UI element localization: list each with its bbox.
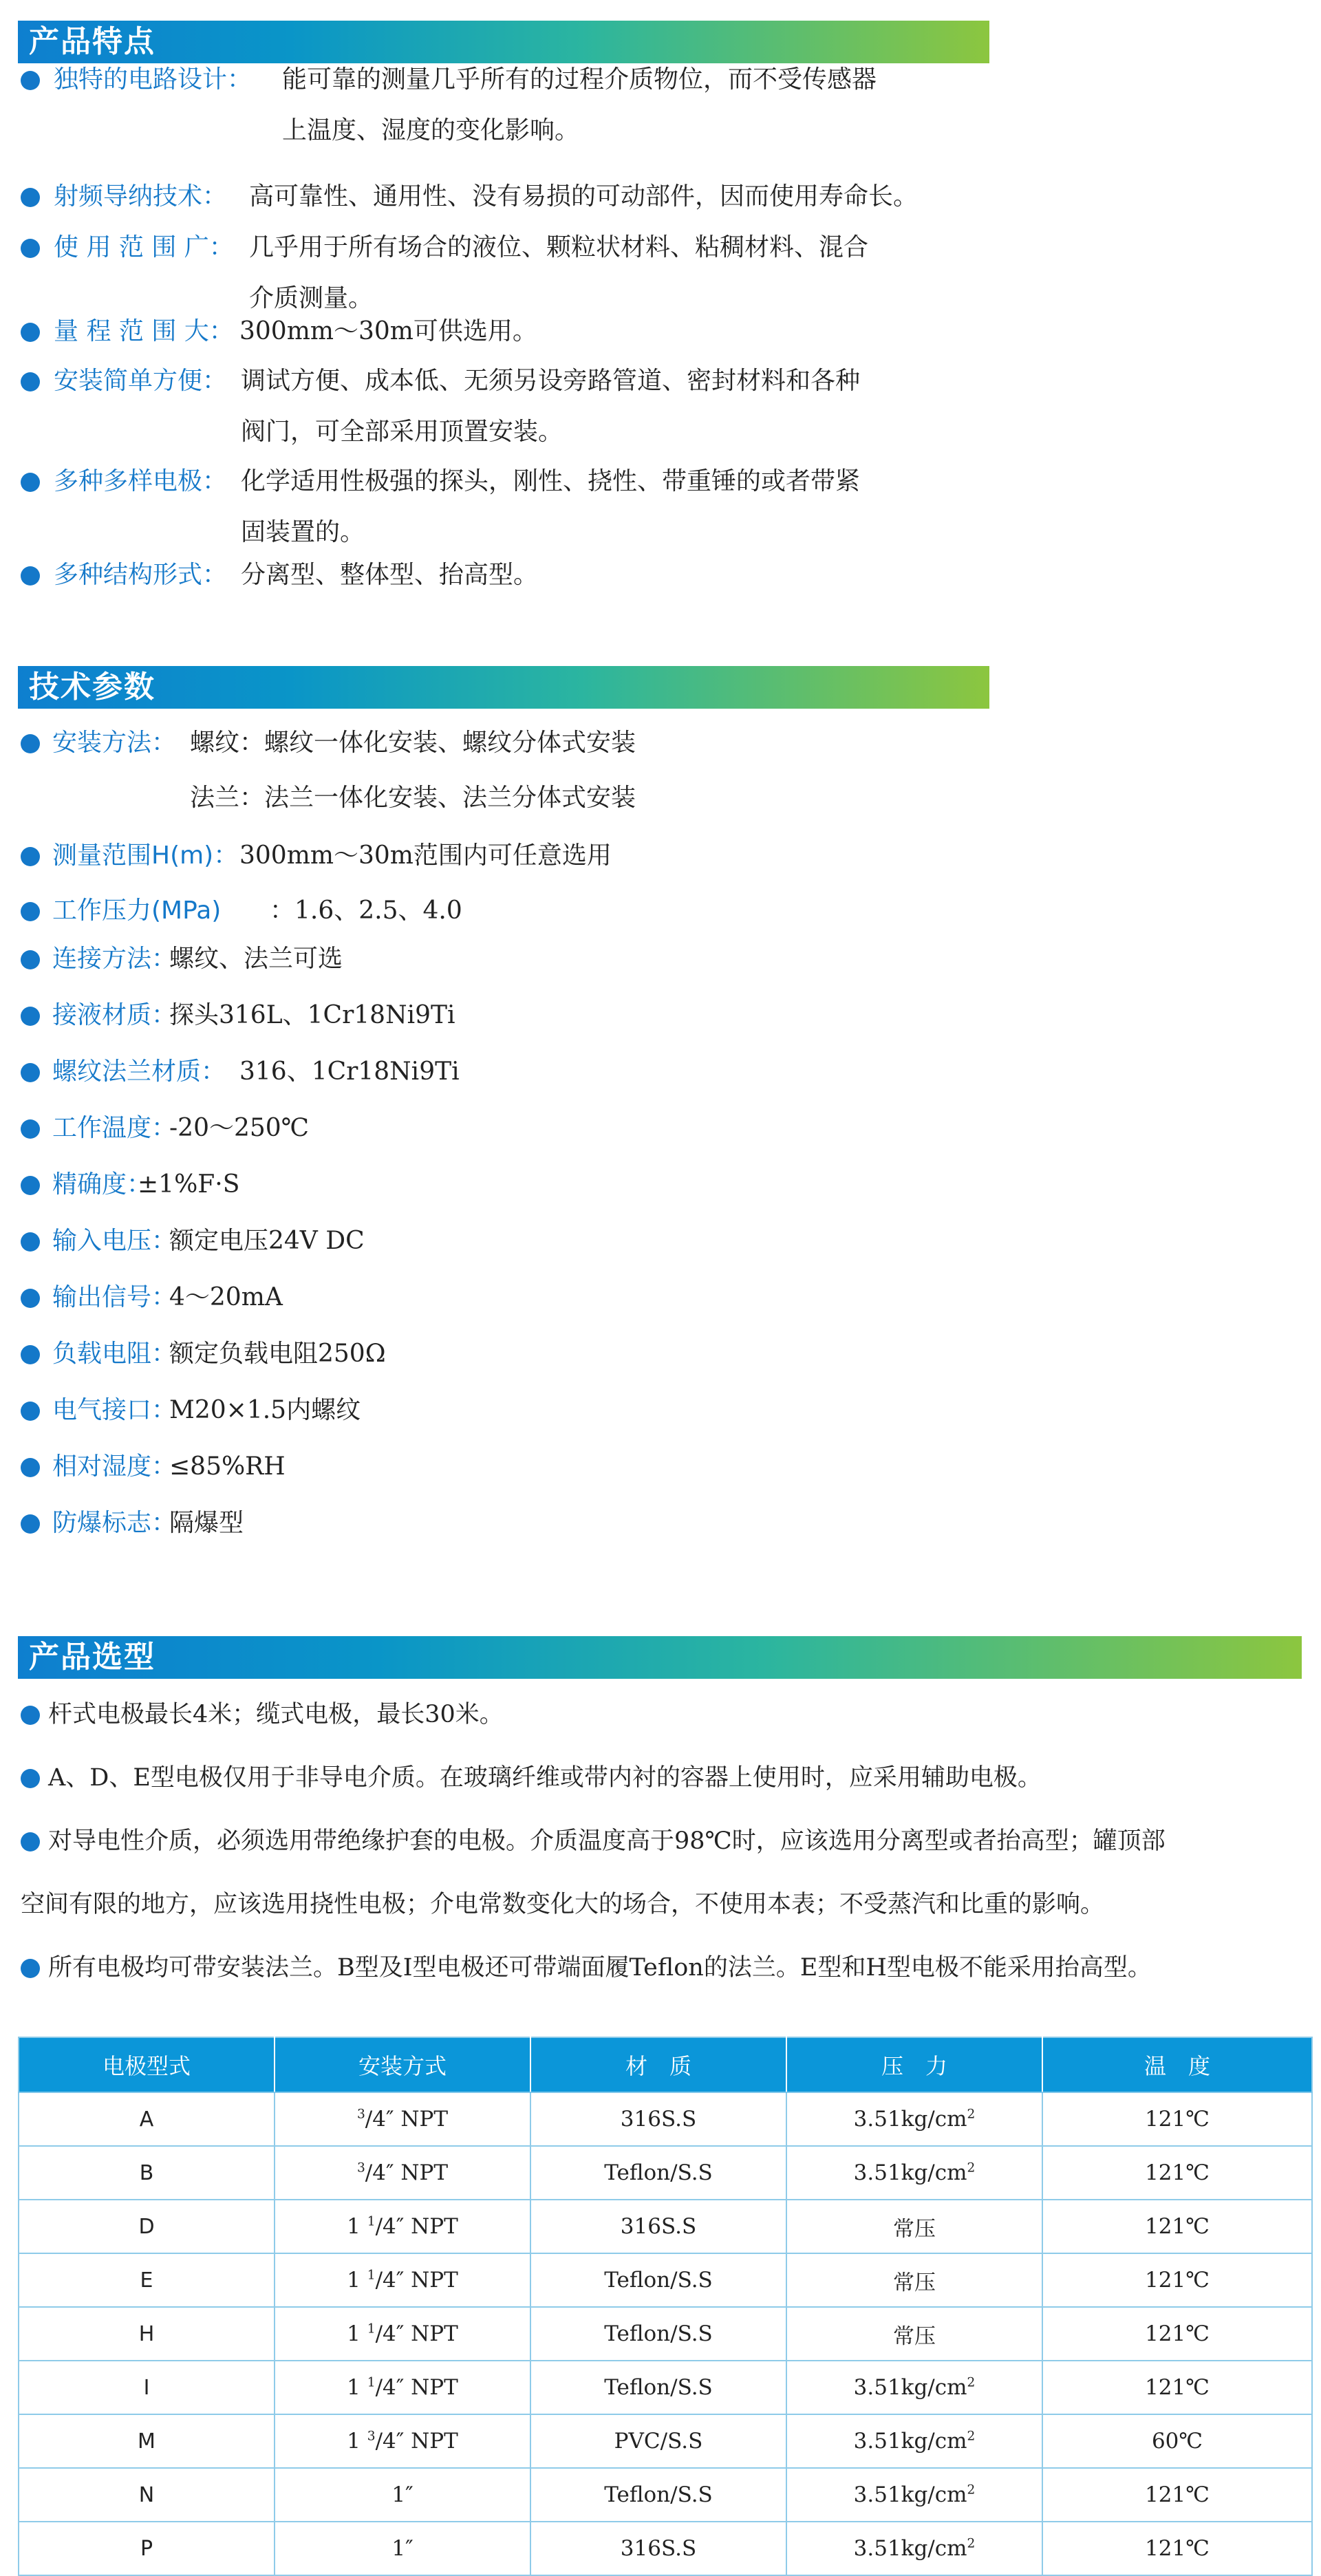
header-material: 材 质 [530, 2037, 786, 2092]
features-header [18, 21, 989, 63]
param-label: 输出信号： [52, 1283, 177, 1311]
pressure-value: 常压 [893, 2323, 936, 2349]
param-value: 4～20mA [169, 1283, 283, 1311]
cell-mount [275, 2361, 530, 2414]
bullet-dot [21, 902, 40, 921]
cell-model: B [19, 2146, 275, 2200]
params-header [18, 666, 989, 709]
bullet-dot [21, 1706, 40, 1725]
pressure-value: 3.51kg/cm [853, 2482, 967, 2507]
param-value: ：1.6、2.5、4.0 [270, 897, 462, 925]
feature-desc: 几乎用于所有场合的液位、颗粒状材料、粘稠材料、混合 [249, 233, 869, 261]
mount-suffix: /4″ NPT [375, 2268, 458, 2293]
cell-temperature: 121℃ [1042, 2307, 1312, 2361]
param-value: ≤85%RH [169, 1452, 286, 1481]
cell-temperature: 121℃ [1042, 2253, 1312, 2307]
cell-model: I [19, 2361, 275, 2414]
cell-model: M [19, 2414, 275, 2468]
param-label: 工作温度： [52, 1114, 177, 1142]
pressure-unit-exponent: 2 [967, 2482, 976, 2498]
cell-model: H [19, 2307, 275, 2361]
table-row [19, 2361, 1312, 2414]
param-label: 输入电压： [52, 1227, 177, 1255]
bullet-dot [21, 1063, 40, 1082]
bullet-dot [21, 1769, 40, 1788]
cell-material: 316S.S [530, 2200, 786, 2253]
pressure-value: 3.51kg/cm [853, 2160, 967, 2185]
cell-pressure [786, 2200, 1042, 2253]
bullet-dot [21, 1514, 40, 1534]
features-title: 产品特点 [29, 24, 155, 59]
cell-material: PVC/S.S [530, 2414, 786, 2468]
cell-model: N [19, 2468, 275, 2522]
param-value: M20×1.5内螺纹 [169, 1396, 361, 1424]
feature-label: 量 程 范 围 大： [54, 317, 234, 345]
param-label: 防爆标志： [52, 1509, 177, 1537]
bullet-dot [21, 239, 40, 258]
cell-temperature: 60℃ [1042, 2414, 1312, 2468]
mount-suffix: /4″ NPT [375, 2375, 458, 2400]
feature-desc: 调试方便、成本低、无须另设旁路管道、密封材料和各种 [241, 367, 861, 395]
cell-pressure [786, 2522, 1042, 2575]
mount-fraction-numerator: 1 [367, 2214, 376, 2229]
cell-pressure [786, 2361, 1042, 2414]
cell-pressure [786, 2414, 1042, 2468]
param-label: 负载电阻： [52, 1340, 177, 1368]
param-label: 电气接口： [52, 1396, 177, 1424]
param-label: 工作压力(MPa) [52, 897, 222, 925]
bullet-dot [21, 372, 40, 391]
cell-mount [275, 2522, 530, 2575]
param-value: 300mm～30m范围内可任意选用 [239, 841, 612, 870]
bullet-dot [21, 1007, 40, 1026]
table-row [19, 2253, 1312, 2307]
mount-prefix: 1 [347, 2214, 367, 2239]
mount-suffix: /4″ NPT [375, 2214, 458, 2239]
bullet-dot [21, 1289, 40, 1308]
param-value: 316、1Cr18Ni9Ti [239, 1058, 460, 1086]
mount-prefix: 1 [347, 2268, 367, 2293]
pressure-unit-exponent: 2 [967, 2160, 976, 2176]
cell-material: Teflon/S.S [530, 2468, 786, 2522]
cell-pressure [786, 2092, 1042, 2146]
selection-line: A、D、E型电极仅用于非导电介质。在玻璃纤维或带内衬的容器上使用时，应采用辅助电极。 [48, 1764, 1042, 1792]
params-title: 技术参数 [29, 669, 155, 705]
bullet-dot [21, 1345, 40, 1364]
cell-mount [275, 2414, 530, 2468]
feature-desc-continued: 阀门，可全部采用顶置安装。 [241, 418, 563, 446]
feature-label: 多种结构形式： [54, 561, 228, 589]
pressure-value: 3.51kg/cm [853, 2536, 967, 2561]
mount-suffix: /4″ NPT [365, 2107, 449, 2132]
param-label: 接液材质： [52, 1001, 177, 1029]
pressure-unit-exponent: 2 [967, 2107, 976, 2122]
param-value: ±1%F·S [138, 1170, 240, 1199]
bullet-dot [21, 734, 40, 753]
bullet-dot [21, 71, 40, 90]
mount-fraction-numerator: 1 [367, 2268, 376, 2283]
pressure-value: 3.51kg/cm [853, 2429, 967, 2454]
cell-material: Teflon/S.S [530, 2361, 786, 2414]
mount-fraction-numerator: 3 [367, 2429, 376, 2444]
feature-desc-continued: 介质测量。 [249, 284, 374, 312]
cell-mount [275, 2253, 530, 2307]
mount-fraction-numerator: 3 [356, 2107, 365, 2122]
bullet-dot [21, 323, 40, 342]
pressure-value: 常压 [893, 2270, 936, 2295]
param-value: 额定电压24V DC [169, 1227, 365, 1255]
bullet-dot [21, 1832, 40, 1852]
param-label: 相对湿度： [52, 1452, 177, 1481]
header-mount: 安装方式 [275, 2037, 530, 2092]
cell-material: Teflon/S.S [530, 2307, 786, 2361]
bullet-dot [21, 1959, 40, 1978]
cell-pressure [786, 2468, 1042, 2522]
cell-material: 316S.S [530, 2092, 786, 2146]
feature-desc: 化学适用性极强的探头，刚性、挠性、带重锤的或者带紧 [241, 467, 861, 495]
feature-label: 多种多样电极： [54, 467, 228, 495]
cell-pressure [786, 2146, 1042, 2200]
feature-desc-continued: 固装置的。 [241, 518, 365, 546]
param-label: 连接方法： [52, 945, 177, 973]
cell-material: Teflon/S.S [530, 2253, 786, 2307]
param-value: 螺纹：螺纹一体化安装、螺纹分体式安装 [190, 729, 636, 757]
feature-label: 独特的电路设计： [54, 65, 253, 94]
electrode-table [18, 2037, 1313, 2576]
mount-prefix: 1 [347, 2321, 367, 2346]
table-row [19, 2200, 1312, 2253]
selection-title: 产品选型 [29, 1640, 155, 1675]
cell-model: D [19, 2200, 275, 2253]
feature-desc-continued: 上温度、湿度的变化影响。 [282, 116, 580, 144]
header-model: 电极型式 [19, 2037, 275, 2092]
mount-fraction-numerator: 1 [367, 2321, 376, 2337]
mount-fraction-numerator: 1 [367, 2375, 376, 2390]
table-row [19, 2468, 1312, 2522]
pressure-unit-exponent: 2 [967, 2536, 976, 2551]
mount-suffix: /4″ NPT [365, 2160, 449, 2185]
bullet-dot [21, 847, 40, 866]
bullet-dot [21, 1232, 40, 1252]
feature-label: 使 用 范 围 广： [54, 233, 234, 261]
bullet-dot [21, 473, 40, 492]
header-temperature: 温 度 [1042, 2037, 1312, 2092]
mount-prefix: 1 [347, 2375, 367, 2400]
pressure-unit-exponent: 2 [967, 2375, 976, 2390]
cell-model: P [19, 2522, 275, 2575]
param-value: 额定负载电阻250Ω [169, 1340, 386, 1368]
feature-label: 射频导纳技术： [54, 182, 228, 211]
feature-desc: 能可靠的测量几乎所有的过程介质物位，而不受传感器 [282, 65, 877, 94]
selection-line: 对导电性介质，必须选用带绝缘护套的电极。介质温度高于98℃时，应该选用分离型或者抬高型；罐顶部 [48, 1827, 1166, 1855]
table-row [19, 2414, 1312, 2468]
param-label: 安装方法： [52, 729, 177, 757]
bullet-dot [21, 1402, 40, 1421]
cell-material: 316S.S [530, 2522, 786, 2575]
selection-line: 所有电极均可带安装法兰。B型及I型电极还可带端面履Teflon的法兰。E型和H型电极不能采用抬高型。 [48, 1954, 1152, 1982]
cell-model: A [19, 2092, 275, 2146]
table-row [19, 2092, 1312, 2146]
cell-temperature: 121℃ [1042, 2361, 1312, 2414]
mount-suffix: /4″ NPT [375, 2321, 458, 2346]
pressure-unit-exponent: 2 [967, 2429, 976, 2444]
cell-temperature: 121℃ [1042, 2522, 1312, 2575]
param-label: 螺纹法兰材质： [52, 1058, 226, 1086]
cell-mount [275, 2468, 530, 2522]
feature-label: 安装简单方便： [54, 367, 228, 395]
mount-prefix: 1 [347, 2429, 367, 2454]
feature-desc: 高可靠性、通用性、没有易损的可动部件，因而使用寿命长。 [249, 182, 919, 211]
selection-line: 空间有限的地方，应该选用挠性电极；介电常数变化大的场合，不使用本表；不受蒸汽和比重的影响。 [21, 1891, 1105, 1918]
cell-temperature: 121℃ [1042, 2200, 1312, 2253]
header-pressure: 压 力 [786, 2037, 1042, 2092]
param-value: 螺纹、法兰可选 [169, 945, 343, 973]
mount-prefix: 1″ [391, 2536, 414, 2561]
table-row [19, 2307, 1312, 2361]
cell-temperature: 121℃ [1042, 2468, 1312, 2522]
selection-header [18, 1636, 1302, 1679]
pressure-value: 常压 [893, 2216, 936, 2242]
bullet-dot [21, 188, 40, 207]
table-row [19, 2146, 1312, 2200]
table-row [19, 2522, 1312, 2575]
table-header-row [19, 2037, 1312, 2092]
cell-mount [275, 2200, 530, 2253]
feature-desc: 300mm～30m可供选用。 [239, 317, 537, 345]
cell-pressure [786, 2307, 1042, 2361]
cell-mount [275, 2146, 530, 2200]
cell-pressure [786, 2253, 1042, 2307]
mount-fraction-numerator: 3 [356, 2160, 365, 2176]
param-value: 隔爆型 [169, 1509, 244, 1537]
mount-suffix: /4″ NPT [375, 2429, 458, 2454]
param-label: 精确度： [52, 1170, 152, 1199]
cell-temperature: 121℃ [1042, 2092, 1312, 2146]
bullet-dot [21, 1176, 40, 1195]
pressure-value: 3.51kg/cm [853, 2375, 967, 2400]
cell-mount [275, 2307, 530, 2361]
cell-material: Teflon/S.S [530, 2146, 786, 2200]
mount-prefix: 1″ [391, 2482, 414, 2507]
bullet-dot [21, 1458, 40, 1477]
cell-temperature: 121℃ [1042, 2146, 1312, 2200]
selection-line: 杆式电极最长4米；缆式电极，最长30米。 [48, 1701, 504, 1728]
param-label: 测量范围H(m)： [52, 841, 239, 870]
feature-desc: 分离型、整体型、抬高型。 [241, 561, 539, 589]
param-value: -20～250℃ [169, 1114, 309, 1142]
param-value: 探头316L、1Cr18Ni9Ti [169, 1001, 455, 1029]
param-value-continued: 法兰：法兰一体化安装、法兰分体式安装 [190, 784, 636, 812]
cell-model: E [19, 2253, 275, 2307]
bullet-dot [21, 950, 40, 969]
bullet-dot [21, 566, 40, 586]
cell-mount [275, 2092, 530, 2146]
pressure-value: 3.51kg/cm [853, 2107, 967, 2132]
bullet-dot [21, 1119, 40, 1139]
